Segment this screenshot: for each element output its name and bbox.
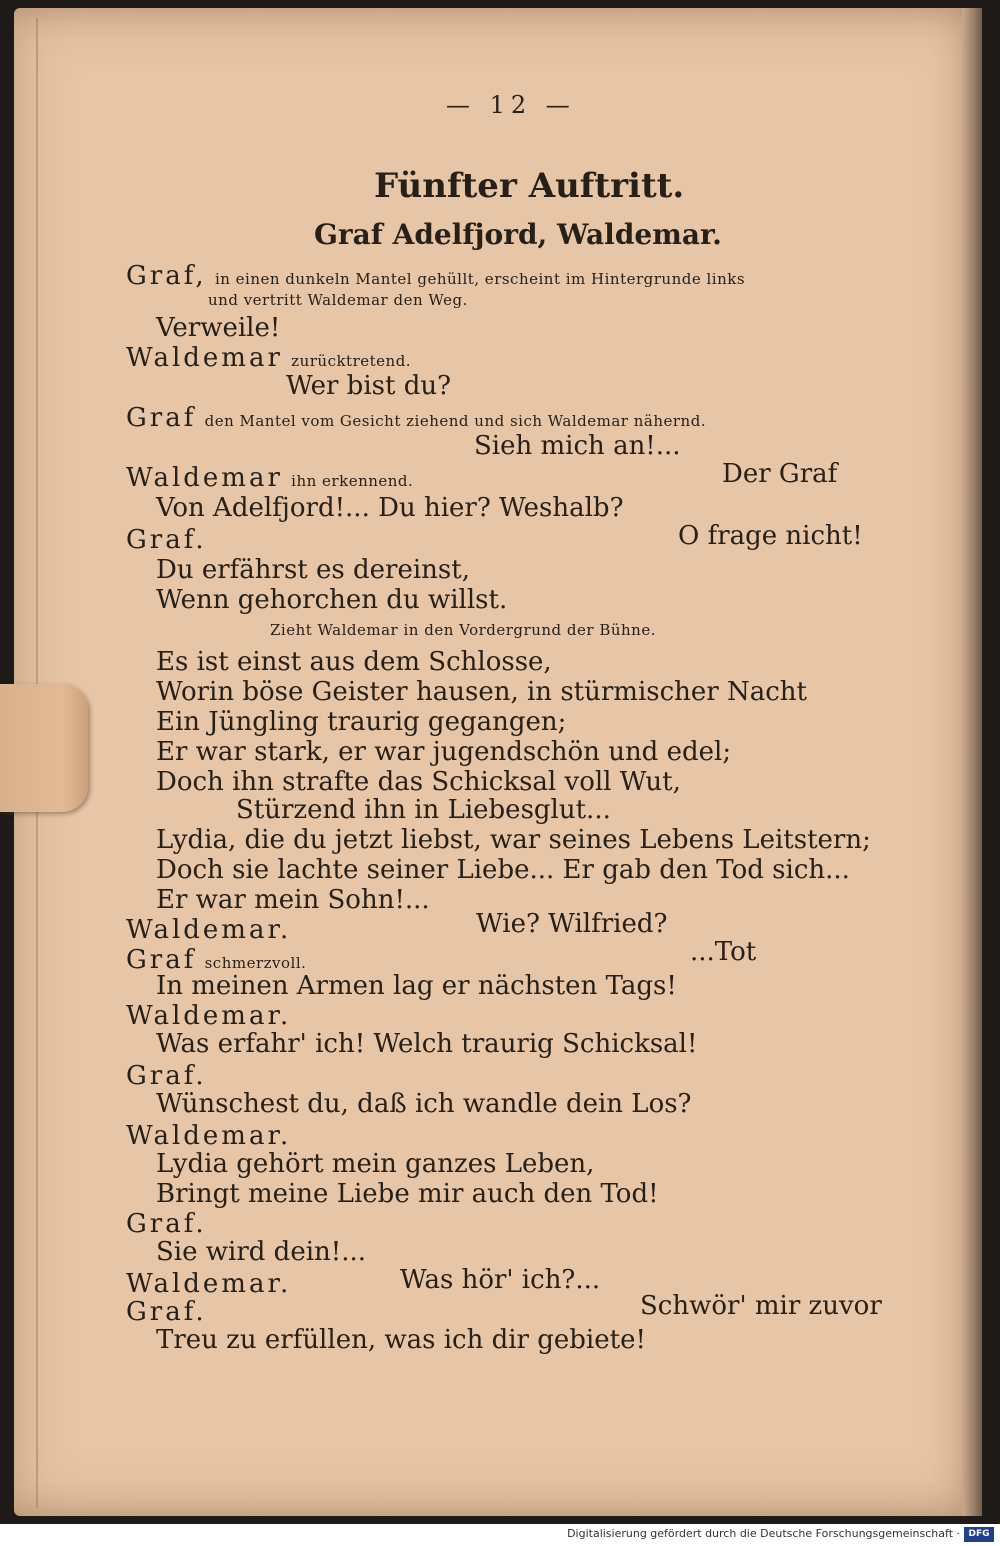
verse-line: Sie wird dein!... [156, 1237, 367, 1267]
script-line [126, 404, 706, 433]
verse-line: Wenn gehorchen du willst. [156, 585, 508, 615]
verse-line: Doch ihn strafte das Schicksal voll Wut, [156, 767, 681, 797]
footer-bar [0, 1524, 1000, 1546]
speaker-name: Graf. [126, 525, 207, 555]
verse-line: Verweile! [156, 313, 281, 343]
dfg-logo-icon: DFG [964, 1527, 994, 1542]
verse-line: Lydia gehört mein ganzes Leben, [156, 1149, 595, 1179]
speaker-name: Graf. [126, 1061, 207, 1091]
verse-line: Er war mein Sohn!... [156, 885, 430, 915]
verse-line: Ein Jüngling traurig gegangen; [156, 707, 567, 737]
speaker-name: Waldemar. [126, 1121, 292, 1151]
verse-line: Es ist einst aus dem Schlosse, [156, 647, 552, 677]
verse-line: Bringt meine Liebe mir auch den Tod! [156, 1179, 659, 1209]
characters-heading: Graf Adelfjord, Waldemar. [314, 218, 722, 251]
verse-line: ...Tot [690, 937, 757, 967]
speaker-name: Graf. [126, 1297, 207, 1327]
funding-notice: Digitalisierung gefördert durch die Deutsche Forschungsgemeinschaft · [567, 1527, 960, 1540]
verse-line: Er war stark, er war jugendschön und edel; [156, 737, 732, 767]
stage-direction: den Mantel vom Gesicht ziehend und sich Waldemar nähernd. [204, 412, 707, 430]
speaker-name: Waldemar. [126, 915, 292, 945]
stage-direction: Zieht Waldemar in den Vordergrund der Bühne. [270, 621, 656, 639]
verse-line: Wer bist du? [286, 371, 452, 401]
verse-line: Sieh mich an!... [474, 431, 681, 461]
speaker-name: Graf. [126, 1209, 207, 1239]
stage-direction: ihn erkennend. [291, 472, 414, 490]
verse-line: Was hör' ich?... [400, 1265, 601, 1295]
verse-line: Was erfahr' ich! Welch traurig Schicksal! [156, 1029, 698, 1059]
verse-line: In meinen Armen lag er nächsten Tags! [156, 971, 677, 1001]
speaker-name: Graf, [126, 261, 207, 291]
verse-line: Der Graf [722, 459, 838, 489]
speaker-name: Waldemar [126, 463, 283, 493]
verse-line: Von Adelfjord!... Du hier? Weshalb? [156, 493, 624, 523]
verse-line: Wünschest du, daß ich wandle dein Los? [156, 1089, 692, 1119]
verse-line: Wie? Wilfried? [476, 909, 668, 939]
verse-line: Du erfährst es dereinst, [156, 555, 470, 585]
verse-line: O frage nicht! [678, 521, 863, 551]
scene-title: Fünfter Auftritt. [374, 166, 685, 206]
book-spine [962, 8, 982, 1516]
verse-line: Doch sie lachte seiner Liebe... Er gab den Tod sich... [156, 855, 850, 885]
verse-line: Treu zu erfüllen, was ich dir gebiete! [156, 1325, 646, 1355]
speaker-name: Waldemar. [126, 1001, 292, 1031]
page-number: — 12 — [446, 91, 576, 119]
speaker-name: Waldemar. [126, 1269, 292, 1299]
stage-direction: zurücktretend. [291, 352, 412, 370]
speaker-name: Graf [126, 403, 197, 433]
page-clip-tab [0, 684, 88, 812]
stage-direction: und vertritt Waldemar den Weg. [208, 291, 468, 309]
speaker-name: Graf [126, 945, 197, 975]
stage-direction: in einen dunkeln Mantel gehüllt, erscheint im Hintergrunde links [214, 270, 746, 288]
script-line [126, 262, 745, 291]
stage-direction: schmerzvoll. [204, 954, 307, 972]
script-line [126, 344, 411, 373]
script-line [126, 464, 413, 493]
speaker-name: Waldemar [126, 343, 283, 373]
verse-line: Lydia, die du jetzt liebst, war seines Lebens Leitstern; [156, 825, 871, 855]
verse-line: Worin böse Geister hausen, in stürmischer Nacht [156, 677, 807, 707]
verse-line: Stürzend ihn in Liebesglut... [236, 795, 611, 825]
verse-line: Schwör' mir zuvor [640, 1291, 882, 1321]
